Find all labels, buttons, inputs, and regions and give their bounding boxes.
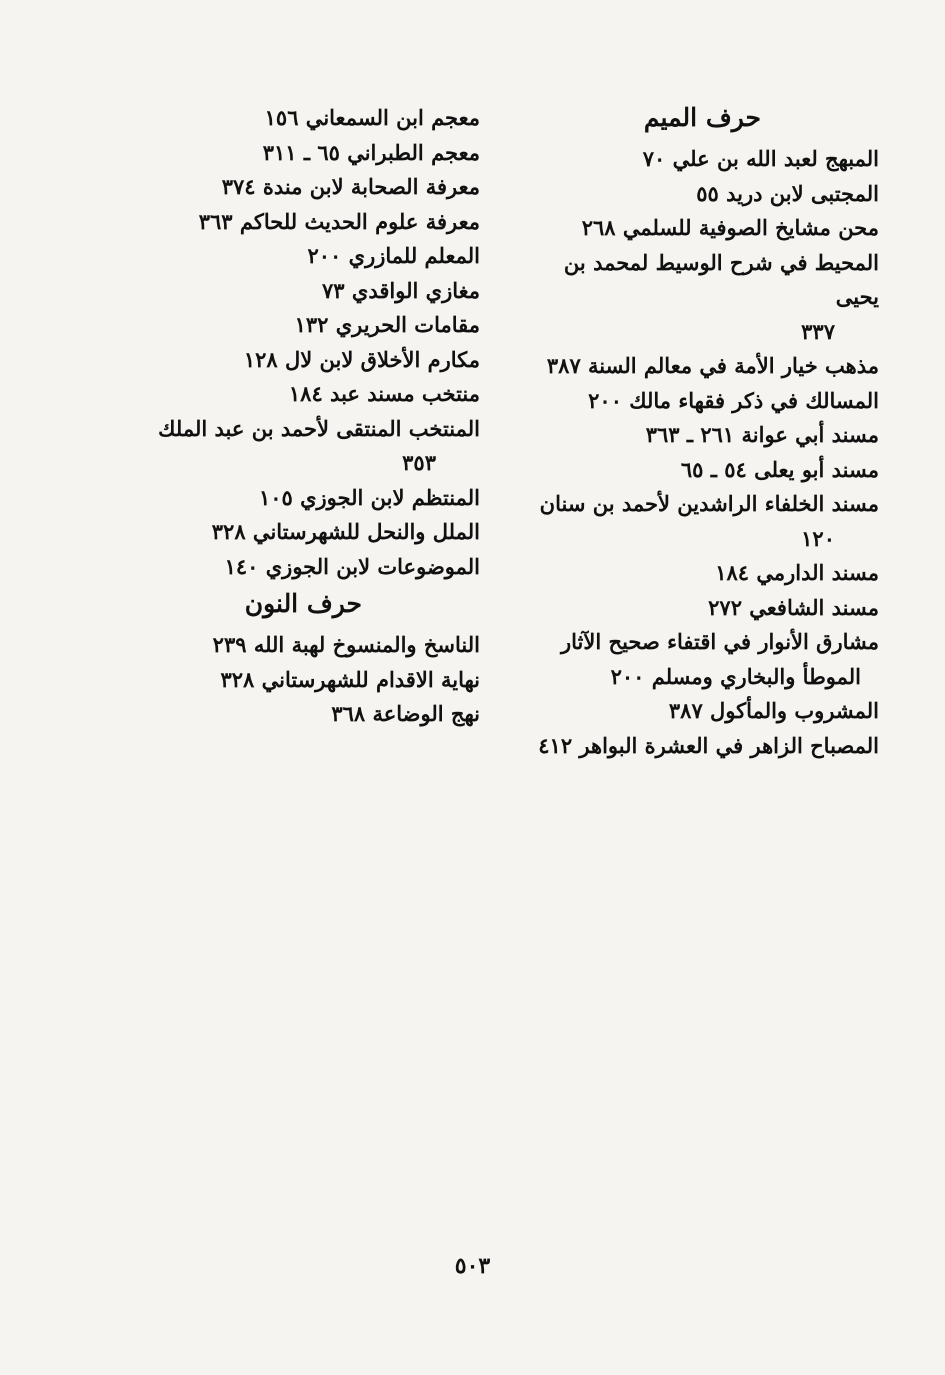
index-entry: المبهج لعبد الله بن علي ٧٠: [642, 146, 879, 171]
index-entry: المشروب والمأكول ٣٨٧: [668, 698, 879, 723]
index-entry: معجم الطبراني ٦٥ ـ ٣١١: [262, 139, 480, 165]
index-entry: مشارق الأنوار في اقتفاء صحيح الآثار الموطأ والبخاري ومسلم ٢٠٠: [529, 625, 879, 694]
left-column: [130, 101, 480, 732]
index-entry: مذهب خيار الأمة في معالم السنة ٣٨٧: [546, 353, 879, 378]
index-entry: المسالك في ذكر فقهاء مالك ٢٠٠: [588, 387, 879, 413]
index-entry: مكارم الأخلاق لابن لال ١٢٨: [243, 346, 480, 372]
index-entry: محن مشايخ الصوفية للسلمي ٢٦٨: [581, 215, 879, 240]
index-entry: المنتخب المنتقى لأحمد بن عبد الملك ٣٥٣: [130, 412, 480, 481]
index-entry: نهج الوضاعة ٣٦٨: [331, 701, 480, 726]
index-entry: نهاية الاقدام للشهرستاني ٣٢٨: [220, 666, 480, 692]
index-entry: مسند أبو يعلى ٥٤ ـ ٦٥: [680, 456, 879, 482]
index-entry-continuation: الموطأ والبخاري ومسلم ٢٠٠: [610, 663, 861, 689]
index-entry: الملل والنحل للشهرستاني ٣٢٨: [211, 519, 480, 544]
index-entry: المصباح الزاهر في العشرة البواهر ٤١٢: [538, 732, 879, 758]
index-entry: مسند الخلفاء الراشدين لأحمد بن سنان ١٢٠: [529, 487, 879, 556]
index-entry: مغازي الواقدي ٧٣: [322, 277, 480, 303]
index-entry: المحيط في شرح الوسيط لمحمد بن يحيى ٣٣٧: [529, 246, 879, 350]
index-entry: منتخب مسند عبد ١٨٤: [288, 381, 480, 406]
index-entry-continuation: ٣٣٧: [801, 318, 835, 344]
index-entry: الناسخ والمنسوخ لهبة الله ٢٣٩: [212, 632, 480, 657]
index-entry: معرفة علوم الحديث للحاكم ٣٦٣: [198, 208, 480, 234]
page-number: ٥٠٣: [454, 1253, 491, 1279]
index-entry-continuation: ١٢٠: [801, 525, 835, 551]
right-column: [529, 98, 879, 763]
index-entry: مقامات الحريري ١٣٢: [294, 312, 480, 337]
index-entry: معجم ابن السمعاني ١٥٦: [264, 105, 480, 130]
section-heading-noon: حرف النون: [244, 589, 362, 618]
index-entry: مسند الشافعي ٢٧٢: [708, 594, 879, 620]
index-entry: الموضوعات لابن الجوزي ١٤٠: [224, 553, 480, 579]
index-entry: مسند الدارمي ١٨٤: [715, 560, 879, 585]
index-entry: المعلم للمازري ٢٠٠: [307, 243, 480, 268]
section-heading-meem: حرف الميم: [643, 103, 761, 132]
index-entry-continuation: ٣٥٣: [402, 450, 436, 475]
index-entry: المنتظم لابن الجوزي ١٠٥: [258, 484, 480, 510]
index-entry: معرفة الصحابة لابن مندة ٣٧٤: [221, 174, 480, 199]
index-entry: مسند أبي عوانة ٢٦١ ـ ٣٦٣: [645, 422, 879, 447]
index-entry: المجتبى لابن دريد ٥٥: [696, 180, 879, 206]
